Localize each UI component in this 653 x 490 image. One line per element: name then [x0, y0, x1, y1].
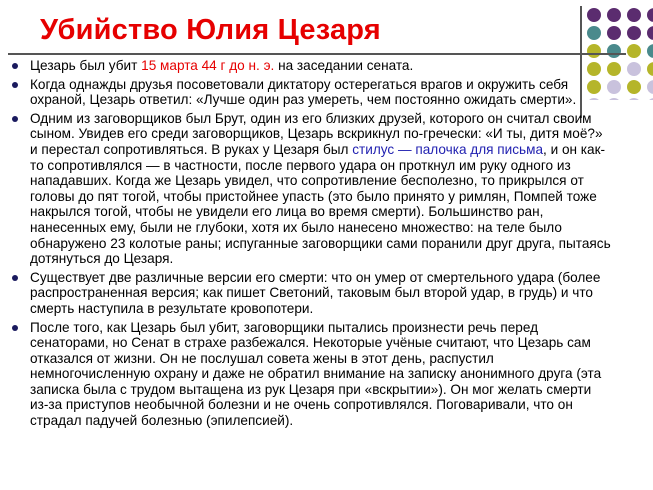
- p1-text-before: Цезарь был убит: [30, 58, 142, 73]
- decorative-dot: [647, 62, 653, 76]
- p3-term: стилус — палочка для письма: [352, 141, 544, 157]
- decorative-dot: [627, 26, 641, 40]
- decorative-dot: [627, 80, 641, 94]
- bullet-icon: [12, 63, 18, 69]
- list-item: [8, 58, 612, 74]
- horizontal-rule: [8, 53, 626, 55]
- p5-text: После того, как Цезарь был убит, заговорщики пытались произнести речь перед сенаторами, но Сенат в страхе разбежался. Некоторые учёные считают, что Цезарь сам отказался от жизни. Он не послушал совета жены в этот день, распустил немногочисленную охрану и даже не обратил внимание на записку анонимного друга (эта записка была с трудом вытащена из рук Цезаря при «вскрытии»). Он мог желать смерти из-за приступов необычной болезни и не очень сопротивлялся. Поговаривали, что он страдал падучей болезнью (эпилепсией).: [30, 319, 602, 429]
- list-item: [8, 77, 612, 108]
- decorative-dot: [607, 26, 621, 40]
- p1-date: 15 марта 44 г до н. э.: [141, 58, 275, 73]
- decorative-dot: [587, 26, 601, 40]
- decorative-dot: [647, 44, 653, 58]
- slide-body: [8, 58, 612, 432]
- decorative-dot: [587, 44, 601, 58]
- decorative-dot: [647, 26, 653, 40]
- decorative-dot: [607, 8, 621, 22]
- decorative-dot: [647, 80, 653, 94]
- decorative-dot: [607, 44, 621, 58]
- p3-text-before: Одним из заговорщиков был Брут, один из его близких друзей, которого он считал своим сыном. Увидев его среди заговорщиков, Цезарь вскрикнул по-гречески: «И ты, дитя моё?» и перестал сопротивляться. В руках у Цезаря был: [30, 110, 603, 157]
- list-item: [8, 111, 612, 267]
- decorative-dot: [627, 62, 641, 76]
- bullet-icon: [12, 116, 18, 122]
- list-item: [8, 270, 612, 317]
- p2-text: Когда однажды друзья посоветовали диктатору остерегаться врагов и окружить себя охраной, Цезарь ответил: «Лучше один раз умереть, чем постоянно ожидать смерти».: [30, 76, 577, 108]
- decorative-dot: [587, 8, 601, 22]
- p3-text-after: , и он как-то сопротивлялся — в частности, после первого удара он проткнул им руку одного из нападавших. Когда же Цезарь увидел, что сопротивление бесполезно, то прикрылся от головы до пят тогой, чтобы пристойнее упасть (это было принято у римлян, Помпей тоже накрылся тогой, чтобы не увидели его лица во время смерти). Большинство ран, нанесенных ему, были не глубоки, хотя их было нанесено множество: на теле было обнаружено 23 колотые раны; испуганные заговорщики сами поранили друг друга, пытаясь дотянуться до Цезаря.: [30, 141, 611, 267]
- decorative-dot: [627, 98, 641, 100]
- p4-text: Существует две различные версии его смерти: что он умер от смертельного удара (более распространенная версия; как пишет Светоний, таковым был второй удар, в грудь) и что смерть наступила в результате кровопотери.: [30, 269, 601, 316]
- decorative-dot: [647, 98, 653, 100]
- bullet-icon: [12, 82, 18, 88]
- list-item: [8, 320, 612, 429]
- decorative-dot: [627, 8, 641, 22]
- p1-text-after: на заседании сената.: [274, 58, 414, 73]
- bullet-icon: [12, 325, 18, 331]
- slide-title: Убийство Юлия Цезаря: [40, 14, 381, 46]
- decorative-dot: [647, 8, 653, 22]
- bullet-icon: [12, 275, 18, 281]
- decorative-dot: [627, 44, 641, 58]
